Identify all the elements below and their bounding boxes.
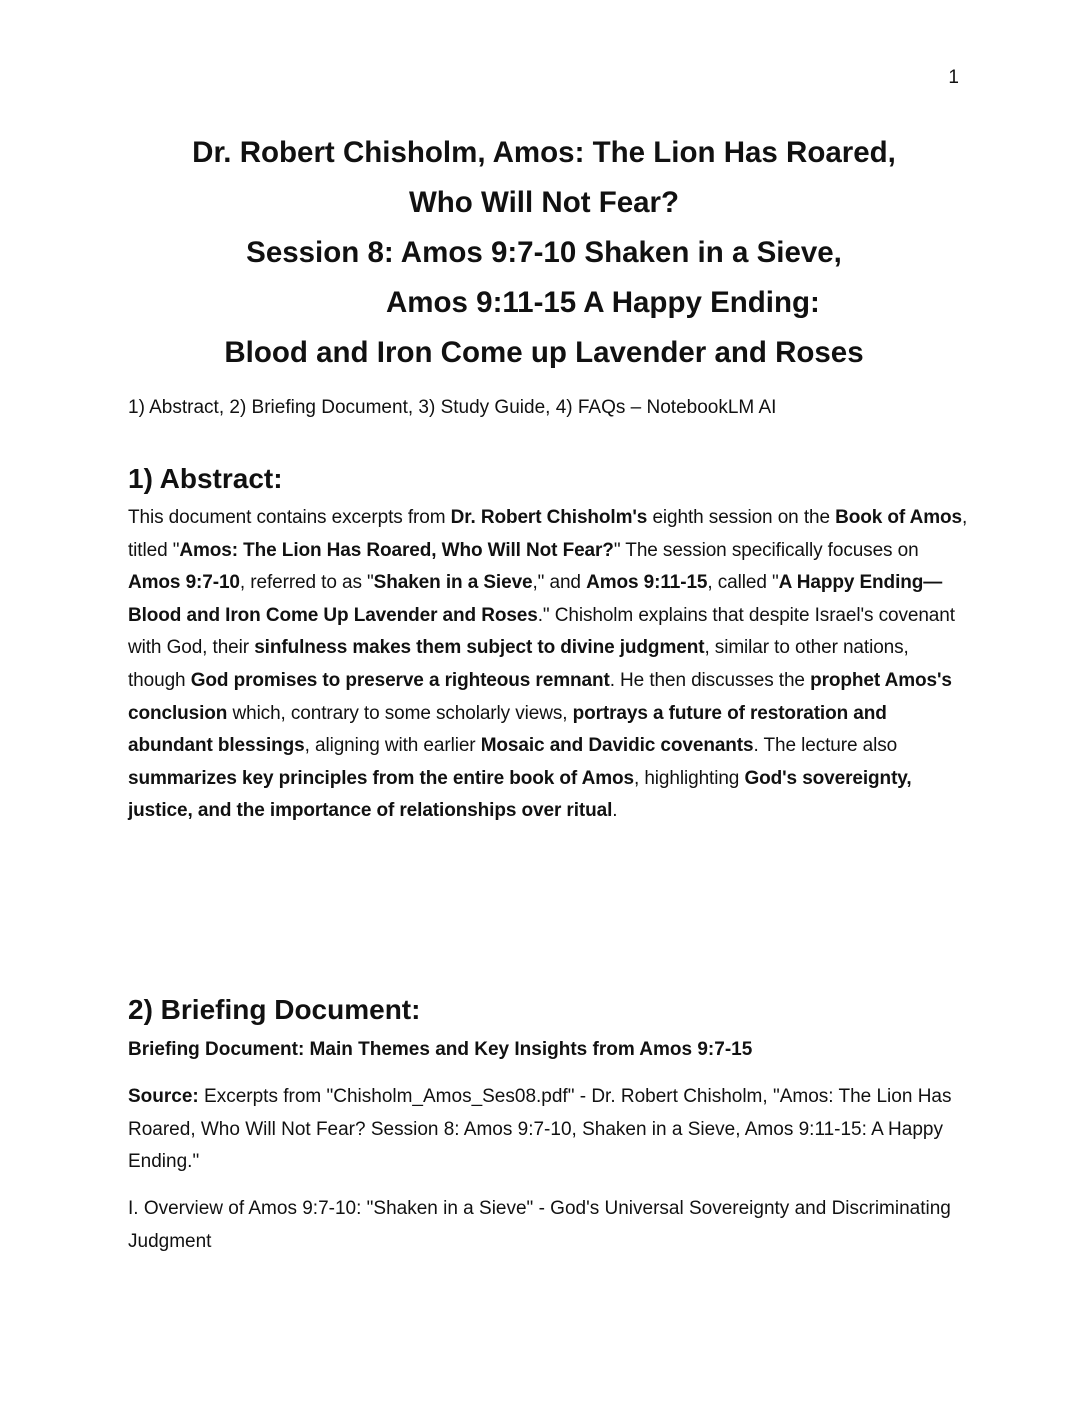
abstract-bold-text: Mosaic and Davidic covenants bbox=[480, 735, 754, 757]
abstract-bold-text: summarizes key principles from the entire book of Amos bbox=[128, 767, 634, 789]
title-line-5: Blood and Iron Come up Lavender and Roses bbox=[224, 336, 864, 369]
document-title bbox=[0, 128, 1088, 378]
abstract-heading: 1) Abstract: bbox=[128, 463, 283, 494]
abstract-text: eighth session on the bbox=[647, 507, 836, 528]
title-line-3: Session 8: Amos 9:7-10 Shaken in a Sieve, bbox=[246, 236, 842, 269]
abstract-text: , aligning with earlier bbox=[304, 735, 481, 757]
abstract-text: , referred to as " bbox=[239, 572, 374, 594]
briefing-heading: 2) Briefing Document: bbox=[128, 994, 421, 1025]
abstract-bold-text: prophet Amos's conclusion bbox=[128, 669, 952, 724]
abstract-bold-text: God's sovereignty, justice, and the importance of relationships over ritual bbox=[128, 767, 912, 822]
abstract-text: , titled " bbox=[128, 507, 968, 561]
abstract-bold-text: God promises to preserve a righteous remnant bbox=[190, 669, 610, 691]
abstract-text: This document contains excerpts from bbox=[128, 507, 451, 528]
source-label: Source: bbox=[128, 1086, 199, 1107]
abstract-text: , similar to other nations, though bbox=[128, 637, 909, 691]
abstract-text: . bbox=[612, 800, 618, 822]
title-line-4: Amos 9:11-15 A Happy Ending: bbox=[386, 286, 820, 319]
abstract-bold-text: Amos 9:7-10 bbox=[128, 572, 240, 594]
abstract-bold-text: Dr. Robert Chisholm's bbox=[450, 507, 648, 528]
abstract-bold-text: A Happy Ending—Blood and Iron Come Up Lavender and Roses bbox=[128, 572, 943, 626]
briefing-source bbox=[128, 1081, 968, 1179]
abstract-text: , called " bbox=[707, 572, 779, 594]
briefing-section-heading: I. Overview of Amos 9:7-10: "Shaken in a Sieve" - God's Universal Sovereignty and Discriminating Judgment bbox=[128, 1198, 951, 1252]
title-line-1: Dr. Robert Chisholm, Amos: The Lion Has Roared, bbox=[192, 136, 896, 169]
abstract-text: . The lecture also bbox=[753, 735, 898, 757]
abstract-bold-text: Amos: The Lion Has Roared, Who Will Not Fear? bbox=[179, 539, 614, 561]
table-of-contents: 1) Abstract, 2) Briefing Document, 3) Study Guide, 4) FAQs – NotebookLM AI bbox=[128, 397, 777, 418]
abstract-bold-text: Amos 9:11-15 bbox=[586, 572, 708, 594]
abstract-text: " The session specifically focuses on bbox=[613, 539, 919, 561]
abstract-bold-text: portrays a future of restoration and abundant blessings bbox=[128, 702, 887, 757]
abstract-text: ," and bbox=[532, 572, 587, 594]
abstract-text: . He then discusses the bbox=[609, 669, 811, 691]
abstract-bold-text: sinfulness makes them subject to divine judgment bbox=[254, 637, 705, 659]
title-line-2: Who Will Not Fear? bbox=[408, 186, 680, 219]
abstract-bold-text: Book of Amos bbox=[835, 507, 962, 528]
abstract-text: , highlighting bbox=[633, 767, 745, 789]
abstract-bold-text: Shaken in a Sieve bbox=[373, 572, 533, 594]
abstract-paragraph bbox=[128, 502, 968, 828]
page-number: 1 bbox=[948, 67, 959, 88]
briefing-subtitle: Briefing Document: Main Themes and Key Insights from Amos 9:7-15 bbox=[128, 1039, 753, 1060]
abstract-text: ." Chisholm explains that despite Israel's covenant with God, their bbox=[128, 604, 955, 659]
abstract-text: which, contrary to some scholarly views, bbox=[227, 702, 573, 724]
source-text: Excerpts from "Chisholm_Amos_Ses08.pdf" - Dr. Robert Chisholm, "Amos: The Lion Has Roared, Who Will Not Fear? Session 8: Amos 9:7-10, Shaken in a Sieve, Amos 9:11-15: A Happy Ending." bbox=[128, 1086, 952, 1172]
